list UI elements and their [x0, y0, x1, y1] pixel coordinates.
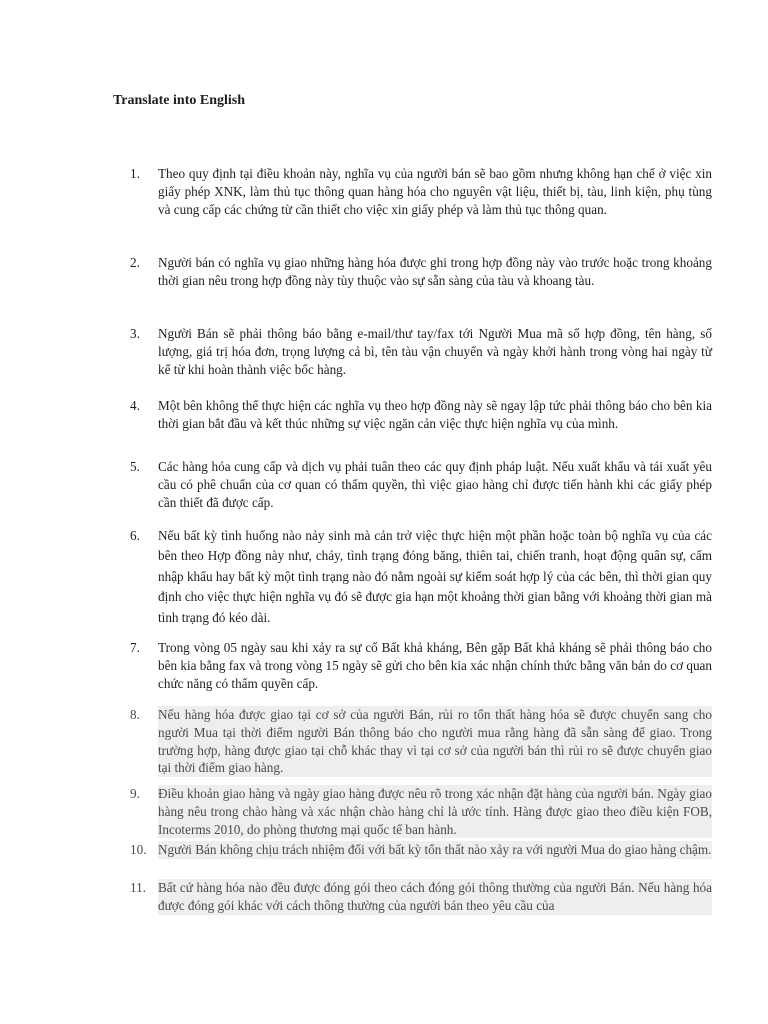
item-number: 2. — [130, 255, 140, 270]
item-text: Người bán có nghĩa vụ giao những hàng hóa được ghi trong hợp đồng này vào trước hoặc trong khoảng thời gian nêu trong hợp đồng này tùy thuộc vào sự sẵn sàng của tàu và khoang tàu. — [158, 255, 712, 288]
list-item — [130, 639, 712, 694]
list-item — [130, 254, 712, 290]
page-title: Translate into English — [113, 93, 245, 108]
item-number: 11. — [130, 880, 146, 895]
item-number: 8. — [130, 707, 140, 722]
item-text: Theo quy định tại điều khoản này, nghĩa vụ của người bán sẽ bao gồm nhưng không hạn chế ở việc xin giấy phép XNK, làm thủ tục thông quan hàng hóa cho nguyên vật liệu, thiết bị, tàu, linh kiện, phụ tùng và cung cấp các chứng từ cần thiết cho việc xin giấy phép và làm thủ tục thông quan. — [158, 166, 712, 217]
item-text: Bất cứ hàng hóa nào đều được đóng gói theo cách đóng gói thông thường của người Bán. Nếu hàng hóa được đóng gói khác với cách thông thường của người bán theo yêu cầu của — [158, 880, 712, 913]
item-text: Một bên không thể thực hiện các nghĩa vụ theo hợp đồng này sẽ ngay lập tức phải thông báo cho bên kia thời gian bắt đầu và kết thúc những sự việc ngăn cản việc thực hiện nghĩa vụ của mình. — [158, 398, 712, 431]
item-number: 5. — [130, 459, 140, 474]
list-item — [130, 458, 712, 511]
item-text: Điều khoản giao hàng và ngày giao hàng được nêu rõ trong xác nhận đặt hàng của người bán. Ngày giao hàng nêu trong chào hàng và xác nhận chào hàng chỉ là ước tính. Hàng được giao theo điều kiện FOB, Incoterms 2010, do phòng thương mại quốc tế ban hành. — [158, 786, 712, 837]
item-number: 3. — [130, 326, 140, 341]
item-number: 9. — [130, 786, 140, 801]
item-number: 7. — [130, 640, 140, 655]
item-number: 6. — [130, 528, 140, 543]
list-item — [130, 526, 712, 628]
item-text: Người Bán sẽ phải thông báo bằng e-mail/thư tay/fax tới Người Mua mã số hợp đồng, tên hàng, số lượng, giá trị hóa đơn, trọng lượng cả bì, tên tàu vận chuyển và ngày khởi hành trong vòng hai ngày từ kể từ khi hoàn thành việc bốc hàng. — [158, 326, 712, 377]
list-item — [130, 325, 712, 378]
item-number: 4. — [130, 398, 140, 413]
item-number: 10. — [130, 842, 147, 857]
item-text: Nếu bất kỳ tình huống nào nảy sinh mà cản trở việc thực hiện một phần hoặc toàn bộ nghĩa vụ của các bên theo Hợp đồng này như, cháy, tình trạng đóng băng, thiên tai, chiến tranh, hoạt động quân sự, cấm nhập khẩu hay bất kỳ một tình trạng nào đó nằm ngoài sự kiểm soát hợp lý của các bên, thì thời gian quy định cho việc thực hiện nghĩa vụ đó sẽ được gia hạn một khoảng thời gian bằng với khoảng thời gian mà tình trạng đó kéo dài. — [158, 528, 712, 625]
list-item — [130, 879, 712, 915]
list-item — [130, 785, 712, 838]
item-text: Nếu hàng hóa được giao tại cơ sở của người Bán, rủi ro tổn thất hàng hóa sẽ được chuyển sang cho người Mua tại thời điểm người Bán thông báo cho người mua rằng hàng đã sẵn sàng để giao. Trong trường hợp, hàng được giao tại chỗ khác thay vì tại cơ sở của người bán thì rủi ro sẽ được chuyển giao tại thời điểm giao hàng. — [158, 707, 712, 776]
item-text: Người Bán không chịu trách nhiệm đối với bất kỳ tổn thất nào xảy ra với người Mua do giao hàng chậm. — [158, 842, 712, 857]
item-number: 1. — [130, 166, 140, 181]
item-text: Các hàng hóa cung cấp và dịch vụ phải tuân theo các quy định pháp luật. Nếu xuất khẩu và tái xuất yêu cầu có phê chuẩn của cơ quan có thẩm quyền, thì việc giao hàng chỉ được tiến hành khi các giấy phép cần thiết đã được cấp. — [158, 459, 712, 510]
list-item — [130, 706, 712, 777]
list-item — [130, 165, 712, 218]
list-item — [130, 397, 712, 433]
item-text: Trong vòng 05 ngày sau khi xảy ra sự cố Bất khả kháng, Bên gặp Bất khả kháng sẽ phải thông báo cho bên kia bằng fax và trong vòng 15 ngày sẽ gửi cho bên kia xác nhận chính thức bằng văn bản do cơ quan chức năng có thẩm quyền cấp. — [158, 640, 712, 692]
list-item — [130, 841, 712, 859]
